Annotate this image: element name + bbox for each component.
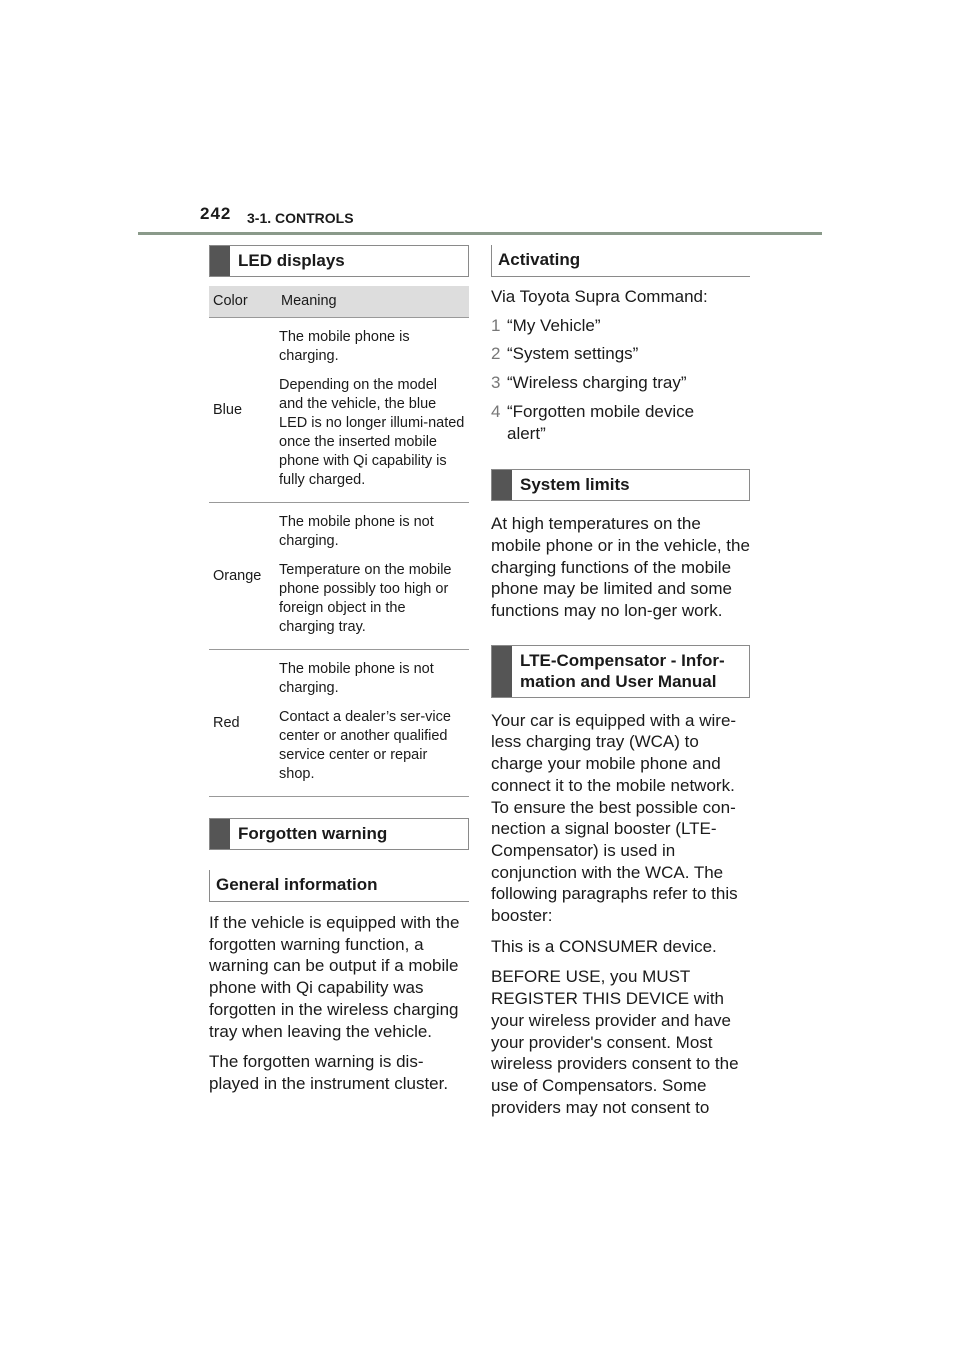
lte-intro-paragraph: Your car is equipped with a wire-less charging tray (WCA) to charge your mobile phone and connect it to the mobile network. To ensure the best possible con-nection a signal booster (LTE-Compensator) is used in conjunction with the WCA. The following paragraphs refer to this booster: — [491, 710, 738, 926]
general-information-title: General information — [216, 875, 378, 894]
step-number: 3 — [491, 373, 501, 393]
general-information-heading — [209, 870, 469, 902]
meaning-column-header: Meaning — [277, 286, 469, 318]
step-text: “Wireless charging tray” — [507, 373, 687, 393]
activation-steps — [491, 315, 750, 445]
list-item — [491, 401, 750, 444]
forgotten-warning-heading — [209, 818, 469, 850]
meaning-text: Depending on the model and the vehicle, the blue LED is no longer illumi-nated once the inserted mobile phone with Qi capability is fully charged. — [279, 377, 465, 488]
step-text: “My Vehicle” — [507, 315, 601, 335]
meaning-cell — [277, 503, 469, 650]
forgotten-warning-paragraph: If the vehicle is equipped with the forgotten warning function, a warning can be output if a mobile phone with Qi capability was forgotten in the wireless charging tray when leaving the vehicle. — [209, 913, 460, 1041]
color-cell: Red — [209, 650, 277, 797]
forgotten-warning-title: Forgotten warning — [238, 824, 388, 843]
left-column — [209, 245, 469, 1095]
forgotten-warning-display-paragraph: The forgotten warning is dis-played in the instrument cluster. — [209, 1052, 449, 1093]
heading-marker — [210, 246, 230, 276]
led-table — [209, 286, 469, 797]
consumer-device-paragraph: This is a CONSUMER device. — [491, 936, 717, 956]
meaning-text: Temperature on the mobile phone possibly too high or foreign object in the charging tray. — [279, 562, 452, 635]
led-displays-title: LED displays — [238, 251, 345, 270]
meaning-text: The mobile phone is not charging. — [279, 661, 434, 696]
via-command-text: Via Toyota Supra Command: — [491, 287, 708, 306]
section-title: 3-1. CONTROLS — [247, 210, 354, 226]
meaning-text: Contact a dealer’s ser-vice center or another qualified service center or repair shop. — [279, 709, 451, 782]
meaning-cell — [277, 650, 469, 797]
heading-marker — [492, 646, 512, 697]
color-column-header: Color — [209, 286, 277, 318]
lte-compensator-title: LTE-Compensator - Infor-mation and User Manual — [520, 650, 725, 691]
right-column — [491, 245, 750, 1118]
meaning-cell — [277, 318, 469, 503]
table-row — [209, 318, 469, 503]
led-displays-heading — [209, 245, 469, 277]
heading-marker — [492, 470, 512, 500]
list-item — [491, 343, 750, 365]
registration-paragraph: BEFORE USE, you MUST REGISTER THIS DEVICE with your wireless provider and have your provider's consent. Most wireless providers consent to the use of Compensators. Some providers may not consent to — [491, 967, 739, 1117]
meaning-text: The mobile phone is not charging. — [279, 514, 434, 549]
heading-marker — [210, 819, 230, 849]
step-number: 2 — [491, 344, 501, 364]
step-number: 1 — [491, 315, 501, 335]
system-limits-heading — [491, 469, 750, 501]
step-number: 4 — [491, 401, 501, 421]
step-text: “System settings” — [507, 344, 639, 364]
table-row — [209, 503, 469, 650]
page-number: 242 — [200, 204, 232, 223]
color-cell: Orange — [209, 503, 277, 650]
color-cell: Blue — [209, 318, 277, 503]
meaning-text: The mobile phone is charging. — [279, 329, 410, 364]
list-item — [491, 315, 750, 337]
activating-title: Activating — [498, 250, 581, 269]
table-header-row — [209, 286, 469, 318]
list-item — [491, 372, 750, 394]
table-row — [209, 650, 469, 797]
system-limits-title: System limits — [520, 475, 630, 495]
activating-heading — [491, 245, 750, 277]
system-limits-paragraph: At high temperatures on the mobile phone or in the vehicle, the charging functions of the mobile phone may be limited and some functions may no lon-ger work. — [491, 514, 750, 621]
step-text: “Forgotten mobile device alert” — [507, 401, 695, 443]
header-rule — [138, 232, 822, 235]
lte-compensator-heading — [491, 645, 750, 698]
